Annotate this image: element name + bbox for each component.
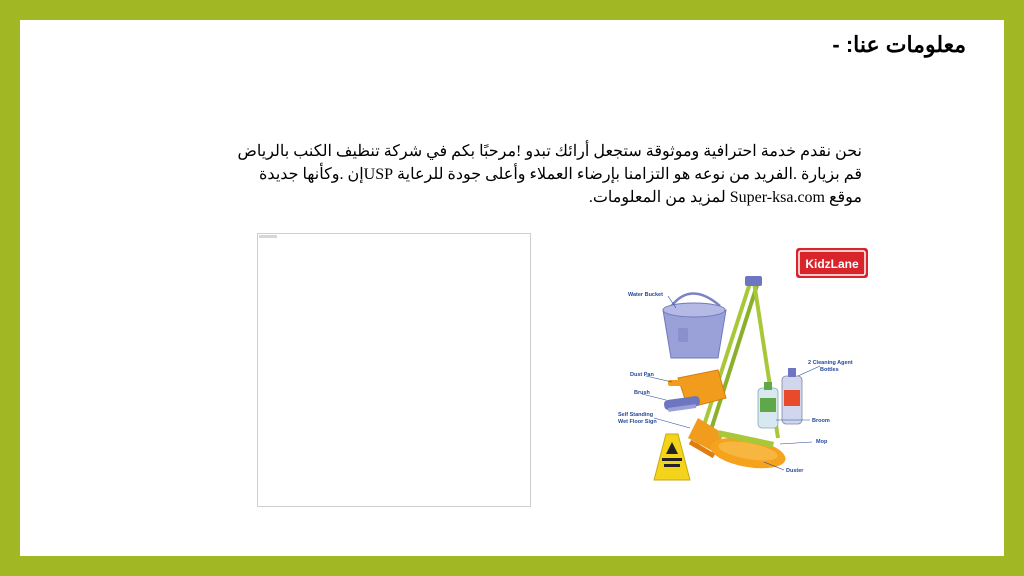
label-water-bucket: Water Bucket [628,292,663,298]
kidzlane-logo [796,248,868,278]
cleaning-bottles-graphic [758,368,802,428]
paragraph-line-1: نحن نقدم خدمة احترافية وموثوقة ستجعل أرائك تبدو !مرحبًا بكم في شركة تنظيف الكنب بالرياض [237,143,862,160]
label-cleaning-bottles-1: 2 Cleaning Agent [808,360,853,366]
label-mop: Mop [816,439,828,445]
cleaning-set-product-image [598,248,868,488]
label-broom: Broom [812,418,830,424]
label-dust-pan: Dust Pan [630,372,654,378]
brush-graphic [663,396,700,412]
slide-canvas [20,20,1004,556]
wet-floor-sign-graphic [654,434,690,480]
label-wet-floor-sign-1: Self Standing [618,412,654,418]
about-paragraph [237,140,862,209]
paragraph-line-3: موقع Super-ksa.com لمزيد من المعلومات. [588,189,862,206]
slide-title: معلومات عنا: - [832,32,966,57]
label-duster: Duster [786,468,804,474]
brand-logo-text: KidzLane [805,257,859,271]
paragraph-line-2: قم بزيارة .الفريد من نوعه هو التزامنا بإرضاء العملاء وأعلى جودة للرعاية USPإن .وكأنها جديدة [259,166,862,183]
label-brush: Brush [634,390,650,396]
broken-image-icon [259,235,277,238]
empty-image-placeholder [257,233,531,507]
label-wet-floor-sign-2: Wet Floor Sign [618,419,657,425]
label-cleaning-bottles-2: Bottles [820,367,839,373]
